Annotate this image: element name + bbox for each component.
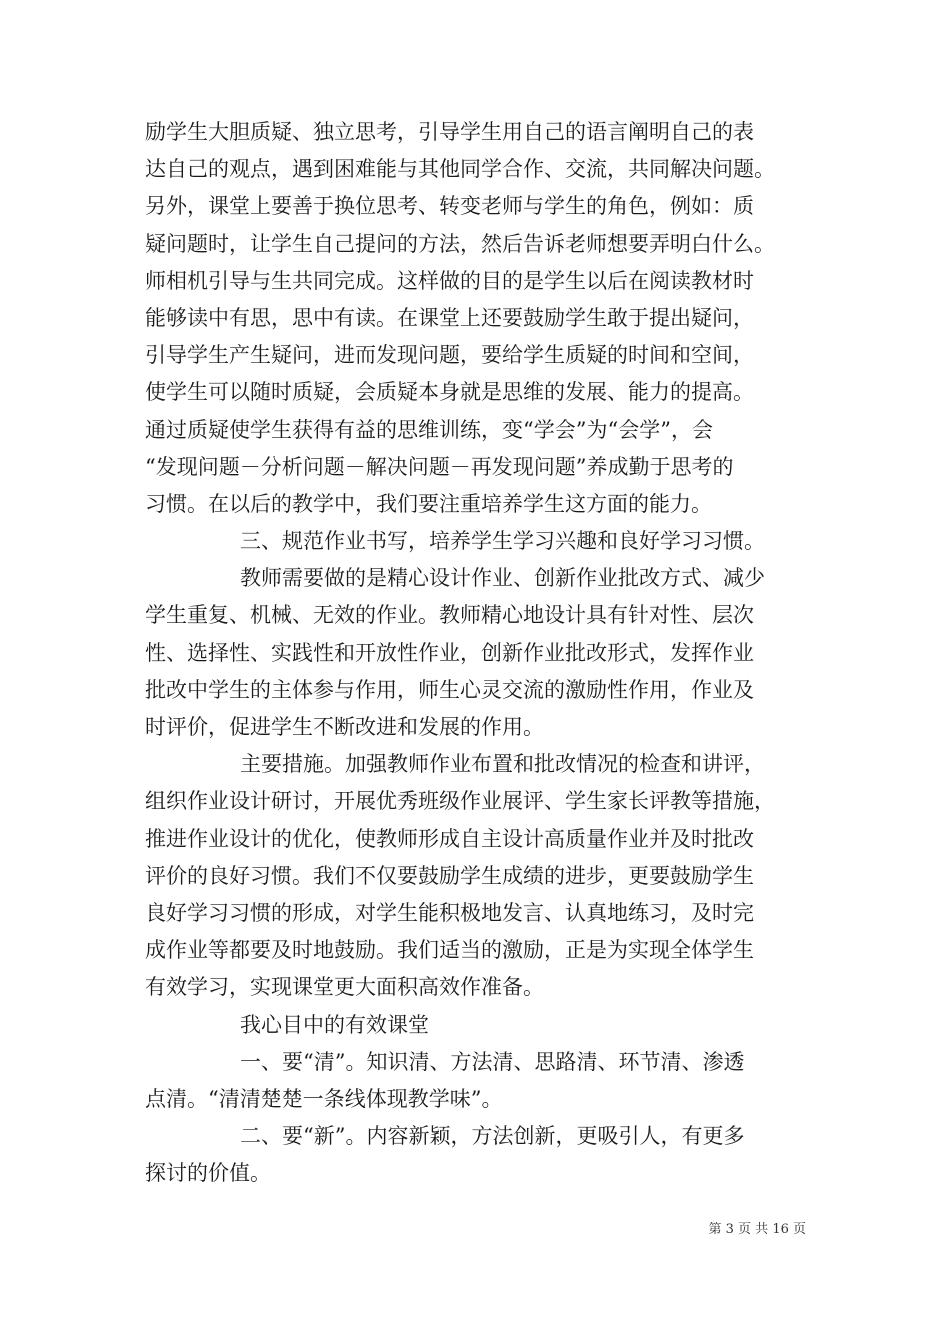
text-line: 良好学习习惯的形成，对学生能积极地发言、认真地练习，及时完	[145, 900, 754, 925]
text-line: 批改中学生的主体参与作用，师生心灵交流的激励性作用，作业及	[145, 677, 754, 702]
text-line: 评价的良好习惯。我们不仅要鼓励学生成绩的进步，更要鼓励学生	[145, 863, 754, 888]
text-line: 达自己的观点，遇到困难能与其他同学合作、交流，共同解决问题。	[145, 157, 775, 182]
text-line: 一、要“清”。知识清、方法清、思路清、环节清、渗透	[240, 1049, 745, 1074]
text-line: 能够读中有思，思中有读。在课堂上还要鼓励学生敢于提出疑问，	[145, 305, 754, 330]
text-line: 时评价，促进学生不断改进和发展的作用。	[145, 715, 544, 739]
text-line: 另外，课堂上要善于换位思考、转变老师与学生的角色，例如：质	[145, 194, 754, 219]
text-line: 组织作业设计研讨，开展优秀班级作业展评、学生家长评教等措施，	[145, 789, 775, 814]
text-line: 使学生可以随时质疑，会质疑本身就是思维的发展、能力的提高。	[145, 380, 754, 405]
page-number: 第 3 页 共 16 页	[708, 1222, 806, 1237]
document-body	[145, 114, 813, 1192]
text-line: 通过质疑使学生获得有益的思维训练，变“学会”为“会学”，会	[145, 417, 713, 442]
text-line: 点清。“清清楚楚一条线体现教学味”。	[145, 1086, 503, 1111]
text-line: 学生重复、机械、无效的作业。教师精心地设计具有针对性、层次	[145, 603, 754, 628]
text-line: 主要措施。加强教师作业布置和批改情况的检查和讲评，	[240, 752, 765, 777]
text-line: “发现问题－分析问题－解决问题－再发现问题”养成勤于思考的	[145, 454, 734, 479]
text-line: 性、选择性、实践性和开放性作业，创新作业批改形式，发挥作业	[145, 640, 754, 665]
text-line: 疑问题时，让学生自己提问的方法，然后告诉老师想要弄明白什么。	[145, 231, 775, 256]
text-line: 成作业等都要及时地鼓励。我们适当的激励，正是为实现全体学生	[145, 938, 754, 963]
text-line: 教师需要做的是精心设计作业、创新作业批改方式、减少	[240, 566, 765, 591]
text-line: 习惯。在以后的教学中，我们要注重培养学生这方面的能力。	[145, 491, 712, 516]
text-line: 探讨的价值。	[145, 1161, 271, 1186]
section-title: 我心目中的有效课堂	[240, 1012, 429, 1037]
text-line: 励学生大胆质疑、独立思考，引导学生用自己的语言阐明自己的表	[145, 120, 754, 144]
text-line: 推进作业设计的优化，使教师形成自主设计高质量作业并及时批改	[145, 826, 754, 851]
text-line: 师相机引导与生共同完成。这样做的目的是学生以后在阅读教材时	[145, 268, 754, 293]
text-line: 有效学习，实现课堂更大面积高效作准备。	[145, 975, 544, 1000]
text-line: 二、要“新”。内容新颖，方法创新，更吸引人，有更多	[240, 1124, 745, 1149]
text-line: 引导学生产生疑问，进而发现问题，要给学生质疑的时间和空间，	[145, 343, 754, 368]
section-heading: 三、规范作业书写，培养学生学习兴趣和良好学习习惯。	[240, 529, 765, 554]
